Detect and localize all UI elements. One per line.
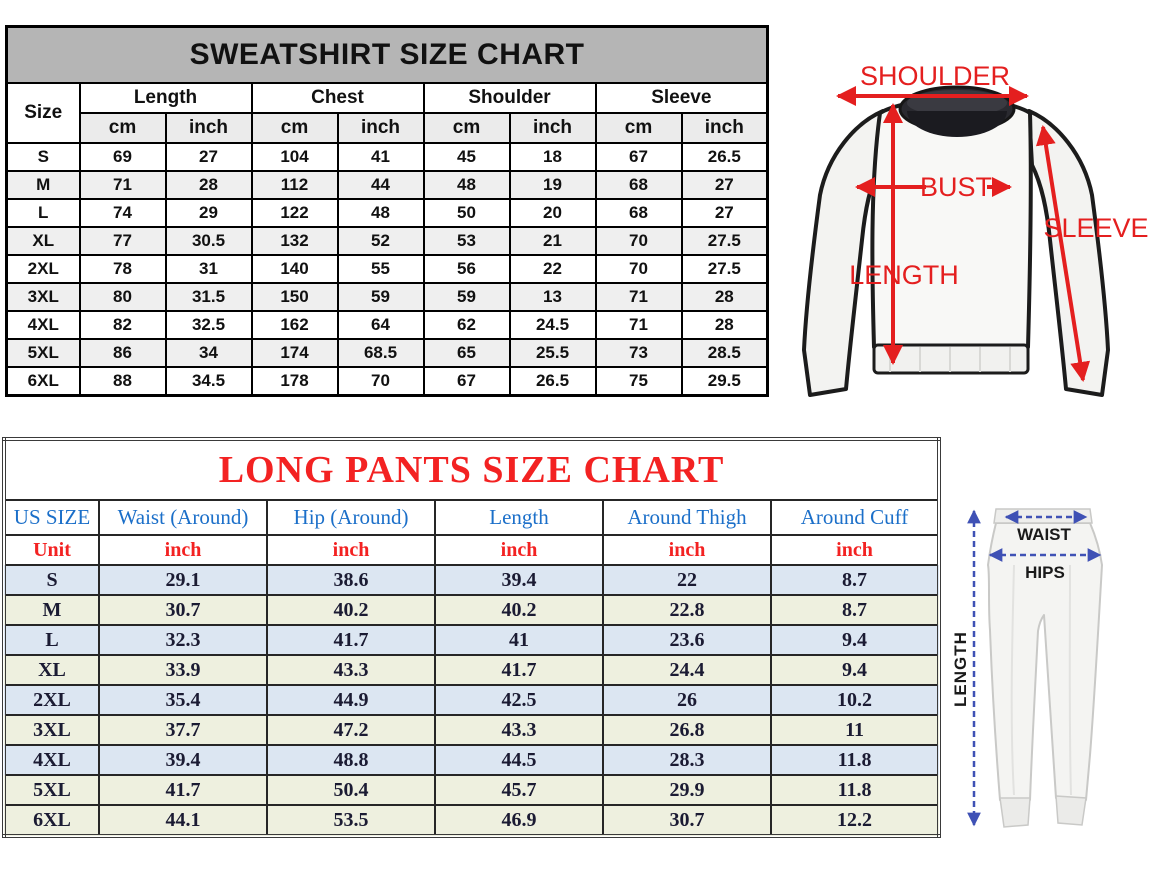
unit-inch: inch: [99, 535, 267, 565]
value-cell: 24.4: [603, 655, 771, 685]
size-column-header: Size: [7, 83, 80, 143]
size-cell: 3XL: [4, 715, 99, 745]
pants-table-row: [4, 715, 939, 745]
value-cell: 40.2: [435, 595, 603, 625]
cuff-column-header: Around Cuff: [771, 500, 939, 535]
value-cell: 11.8: [771, 745, 939, 775]
sweatshirt-table-row: [7, 143, 768, 171]
pants-table-row: [4, 655, 939, 685]
value-cell: 37.7: [99, 715, 267, 745]
sweatshirt-title-row: [7, 27, 768, 84]
value-cell: 26.5: [510, 367, 596, 396]
size-cell: L: [4, 625, 99, 655]
size-cell: 6XL: [4, 805, 99, 836]
value-cell: 22: [603, 565, 771, 595]
value-cell: 71: [596, 283, 682, 311]
value-cell: 43.3: [435, 715, 603, 745]
value-cell: 29.5: [682, 367, 768, 396]
unit-inch-header: inch: [338, 113, 424, 143]
value-cell: 29: [166, 199, 252, 227]
value-cell: 68: [596, 199, 682, 227]
pants-table-row: [4, 745, 939, 775]
value-cell: 80: [80, 283, 166, 311]
value-cell: 26.5: [682, 143, 768, 171]
unit-inch: inch: [267, 535, 435, 565]
unit-cm-header: cm: [596, 113, 682, 143]
pants-left-cuff: [1000, 798, 1030, 827]
sleeve-label: SLEEVE: [1043, 213, 1149, 243]
hip-column-header: Hip (Around): [267, 500, 435, 535]
value-cell: 41.7: [435, 655, 603, 685]
value-cell: 27: [682, 171, 768, 199]
value-cell: 48: [338, 199, 424, 227]
value-cell: 68.5: [338, 339, 424, 367]
unit-inch: inch: [435, 535, 603, 565]
value-cell: 86: [80, 339, 166, 367]
sweatshirt-size-table: [5, 25, 769, 397]
pants-size-table: [2, 437, 941, 838]
value-cell: 41: [338, 143, 424, 171]
value-cell: 19: [510, 171, 596, 199]
value-cell: 9.4: [771, 625, 939, 655]
pants-chart-title: LONG PANTS SIZE CHART: [4, 439, 939, 500]
value-cell: 70: [338, 367, 424, 396]
value-cell: 26: [603, 685, 771, 715]
value-cell: 53: [424, 227, 510, 255]
sweatshirt-table-row: [7, 367, 768, 396]
value-cell: 104: [252, 143, 338, 171]
value-cell: 31.5: [166, 283, 252, 311]
value-cell: 11.8: [771, 775, 939, 805]
value-cell: 150: [252, 283, 338, 311]
value-cell: 56: [424, 255, 510, 283]
pants-measurement-diagram: [940, 495, 1140, 865]
unit-cm-header: cm: [424, 113, 510, 143]
value-cell: 73: [596, 339, 682, 367]
value-cell: 41: [435, 625, 603, 655]
value-cell: 21: [510, 227, 596, 255]
value-cell: 65: [424, 339, 510, 367]
size-cell: L: [7, 199, 80, 227]
value-cell: 20: [510, 199, 596, 227]
sleeve-group-header: Sleeve: [596, 83, 768, 113]
sweatshirt-unit-header-row: [7, 113, 768, 143]
size-cell: 2XL: [7, 255, 80, 283]
value-cell: 27: [682, 199, 768, 227]
value-cell: 77: [80, 227, 166, 255]
value-cell: 48: [424, 171, 510, 199]
sweatshirt-table-row: [7, 255, 768, 283]
value-cell: 28: [166, 171, 252, 199]
pants-header-row: [4, 500, 939, 535]
value-cell: 67: [424, 367, 510, 396]
size-cell: M: [4, 595, 99, 625]
value-cell: 27.5: [682, 227, 768, 255]
value-cell: 64: [338, 311, 424, 339]
value-cell: 59: [338, 283, 424, 311]
length-column-header: Length: [435, 500, 603, 535]
value-cell: 30.7: [603, 805, 771, 836]
value-cell: 45.7: [435, 775, 603, 805]
value-cell: 27: [166, 143, 252, 171]
sweatshirt-table-row: [7, 171, 768, 199]
unit-cm-header: cm: [80, 113, 166, 143]
value-cell: 29.9: [603, 775, 771, 805]
value-cell: 22.8: [603, 595, 771, 625]
pants-right-cuff: [1056, 796, 1086, 825]
value-cell: 32.5: [166, 311, 252, 339]
value-cell: 70: [596, 255, 682, 283]
size-cell: S: [4, 565, 99, 595]
value-cell: 35.4: [99, 685, 267, 715]
value-cell: 50: [424, 199, 510, 227]
length-group-header: Length: [80, 83, 252, 113]
unit-cm-header: cm: [252, 113, 338, 143]
pants-length-label: LENGTH: [951, 631, 970, 707]
value-cell: 41.7: [267, 625, 435, 655]
value-cell: 71: [80, 171, 166, 199]
value-cell: 48.8: [267, 745, 435, 775]
sweatshirt-chart-title: SWEATSHIRT SIZE CHART: [7, 27, 768, 84]
pants-table-row: [4, 595, 939, 625]
size-cell: 5XL: [4, 775, 99, 805]
pants-title-row: [4, 439, 939, 500]
size-cell: 3XL: [7, 283, 80, 311]
value-cell: 162: [252, 311, 338, 339]
value-cell: 46.9: [435, 805, 603, 836]
value-cell: 29.1: [99, 565, 267, 595]
value-cell: 28: [682, 311, 768, 339]
waist-label: WAIST: [1017, 525, 1071, 544]
value-cell: 174: [252, 339, 338, 367]
value-cell: 75: [596, 367, 682, 396]
value-cell: 70: [596, 227, 682, 255]
chest-group-header: Chest: [252, 83, 424, 113]
unit-inch-header: inch: [166, 113, 252, 143]
value-cell: 33.9: [99, 655, 267, 685]
sweatshirt-table-row: [7, 227, 768, 255]
value-cell: 50.4: [267, 775, 435, 805]
sweatshirt-measurement-diagram: [780, 45, 1150, 435]
length-label: LENGTH: [849, 260, 959, 290]
value-cell: 39.4: [99, 745, 267, 775]
value-cell: 78: [80, 255, 166, 283]
value-cell: 53.5: [267, 805, 435, 836]
sweatshirt-table-row: [7, 311, 768, 339]
size-cell: 6XL: [7, 367, 80, 396]
value-cell: 39.4: [435, 565, 603, 595]
waist-column-header: Waist (Around): [99, 500, 267, 535]
size-cell: XL: [4, 655, 99, 685]
value-cell: 34.5: [166, 367, 252, 396]
size-cell: 4XL: [4, 745, 99, 775]
size-cell: S: [7, 143, 80, 171]
value-cell: 28: [682, 283, 768, 311]
unit-inch-header: inch: [682, 113, 768, 143]
value-cell: 34: [166, 339, 252, 367]
value-cell: 22: [510, 255, 596, 283]
value-cell: 8.7: [771, 595, 939, 625]
size-cell: 4XL: [7, 311, 80, 339]
value-cell: 23.6: [603, 625, 771, 655]
value-cell: 27.5: [682, 255, 768, 283]
value-cell: 10.2: [771, 685, 939, 715]
value-cell: 44.5: [435, 745, 603, 775]
size-cell: M: [7, 171, 80, 199]
sweatshirt-group-header-row: [7, 83, 768, 113]
value-cell: 178: [252, 367, 338, 396]
value-cell: 62: [424, 311, 510, 339]
pants-table-row: [4, 625, 939, 655]
value-cell: 140: [252, 255, 338, 283]
value-cell: 122: [252, 199, 338, 227]
value-cell: 31: [166, 255, 252, 283]
value-cell: 42.5: [435, 685, 603, 715]
unit-inch: inch: [603, 535, 771, 565]
value-cell: 18: [510, 143, 596, 171]
value-cell: 25.5: [510, 339, 596, 367]
size-cell: 2XL: [4, 685, 99, 715]
sweatshirt-table-row: [7, 339, 768, 367]
pants-unit-row: [4, 535, 939, 565]
value-cell: 11: [771, 715, 939, 745]
size-cell: 5XL: [7, 339, 80, 367]
value-cell: 44.1: [99, 805, 267, 836]
value-cell: 26.8: [603, 715, 771, 745]
sweatshirt-table-row: [7, 199, 768, 227]
value-cell: 41.7: [99, 775, 267, 805]
value-cell: 59: [424, 283, 510, 311]
value-cell: 32.3: [99, 625, 267, 655]
value-cell: 74: [80, 199, 166, 227]
pants-table-row: [4, 805, 939, 836]
unit-inch: inch: [771, 535, 939, 565]
value-cell: 69: [80, 143, 166, 171]
value-cell: 52: [338, 227, 424, 255]
value-cell: 38.6: [267, 565, 435, 595]
value-cell: 30.5: [166, 227, 252, 255]
value-cell: 68: [596, 171, 682, 199]
pants-table-row: [4, 775, 939, 805]
value-cell: 12.2: [771, 805, 939, 836]
sweatshirt-right-sleeve: [1029, 111, 1108, 395]
shoulder-group-header: Shoulder: [424, 83, 596, 113]
value-cell: 13: [510, 283, 596, 311]
hips-label: HIPS: [1025, 563, 1065, 582]
value-cell: 88: [80, 367, 166, 396]
us-size-column-header: US SIZE: [4, 500, 99, 535]
pants-table-row: [4, 565, 939, 595]
sweatshirt-table-row: [7, 283, 768, 311]
value-cell: 43.3: [267, 655, 435, 685]
value-cell: 45: [424, 143, 510, 171]
value-cell: 71: [596, 311, 682, 339]
value-cell: 24.5: [510, 311, 596, 339]
value-cell: 82: [80, 311, 166, 339]
value-cell: 132: [252, 227, 338, 255]
size-cell: XL: [7, 227, 80, 255]
value-cell: 67: [596, 143, 682, 171]
unit-inch-header: inch: [510, 113, 596, 143]
value-cell: 9.4: [771, 655, 939, 685]
pants-table-row: [4, 685, 939, 715]
value-cell: 47.2: [267, 715, 435, 745]
value-cell: 55: [338, 255, 424, 283]
value-cell: 8.7: [771, 565, 939, 595]
value-cell: 28.3: [603, 745, 771, 775]
thigh-column-header: Around Thigh: [603, 500, 771, 535]
value-cell: 30.7: [99, 595, 267, 625]
value-cell: 112: [252, 171, 338, 199]
value-cell: 44: [338, 171, 424, 199]
unit-label: Unit: [4, 535, 99, 565]
value-cell: 40.2: [267, 595, 435, 625]
bust-label: BUST: [919, 172, 993, 202]
shoulder-label: SHOULDER: [859, 61, 1011, 91]
value-cell: 28.5: [682, 339, 768, 367]
value-cell: 44.9: [267, 685, 435, 715]
